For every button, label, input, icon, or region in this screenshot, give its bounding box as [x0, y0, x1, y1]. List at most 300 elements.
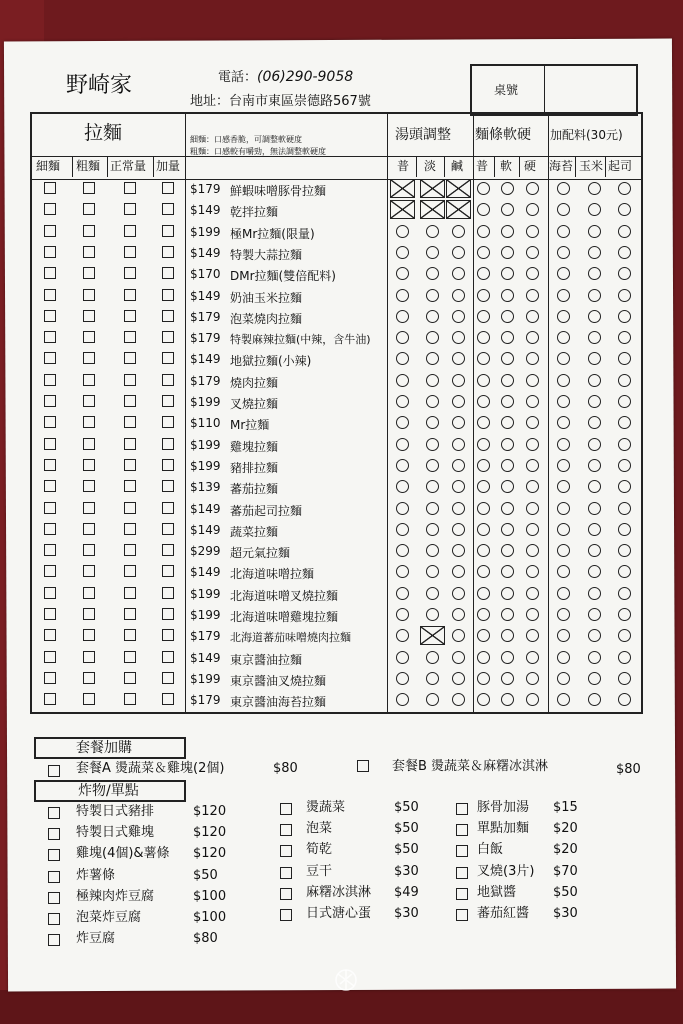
ramen-option-checkbox[interactable] — [44, 374, 56, 386]
option-circle[interactable] — [557, 331, 570, 344]
option-circle[interactable] — [526, 587, 539, 600]
side-item-checkbox[interactable] — [280, 888, 292, 900]
soup-option-circle[interactable] — [426, 416, 439, 429]
soup-option-circle[interactable] — [452, 374, 465, 387]
option-circle[interactable] — [526, 480, 539, 493]
ramen-option-checkbox[interactable] — [124, 182, 136, 194]
soup-option-circle[interactable] — [396, 289, 409, 302]
soup-option-circle[interactable] — [396, 523, 409, 536]
soup-option-circle[interactable] — [396, 502, 409, 515]
option-circle[interactable] — [588, 416, 601, 429]
ramen-option-checkbox[interactable] — [83, 651, 95, 663]
ramen-option-checkbox[interactable] — [162, 438, 174, 450]
ramen-option-checkbox[interactable] — [124, 459, 136, 471]
option-circle[interactable] — [618, 480, 631, 493]
soup-option-circle[interactable] — [426, 672, 439, 685]
option-circle[interactable] — [557, 267, 570, 280]
ramen-option-checkbox[interactable] — [44, 565, 56, 577]
ramen-option-checkbox[interactable] — [83, 352, 95, 364]
ramen-option-checkbox[interactable] — [124, 203, 136, 215]
option-circle[interactable] — [588, 310, 601, 323]
ramen-option-checkbox[interactable] — [44, 182, 56, 194]
soup-option-circle[interactable] — [452, 395, 465, 408]
ramen-option-checkbox[interactable] — [124, 608, 136, 620]
option-circle[interactable] — [588, 608, 601, 621]
soup-option-circle[interactable] — [426, 587, 439, 600]
option-circle[interactable] — [588, 331, 601, 344]
option-circle[interactable] — [501, 395, 514, 408]
ramen-option-checkbox[interactable] — [162, 651, 174, 663]
option-circle[interactable] — [501, 246, 514, 259]
soup-option-circle[interactable] — [426, 544, 439, 557]
ramen-option-checkbox[interactable] — [83, 416, 95, 428]
option-circle[interactable] — [588, 651, 601, 664]
ramen-option-checkbox[interactable] — [124, 246, 136, 258]
option-circle[interactable] — [477, 565, 490, 578]
option-circle[interactable] — [618, 289, 631, 302]
ramen-option-checkbox[interactable] — [44, 480, 56, 492]
ramen-option-checkbox[interactable] — [162, 565, 174, 577]
ramen-option-checkbox[interactable] — [124, 310, 136, 322]
option-circle[interactable] — [526, 608, 539, 621]
soup-option-circle[interactable] — [396, 651, 409, 664]
option-circle[interactable] — [477, 502, 490, 515]
option-circle[interactable] — [557, 672, 570, 685]
option-circle[interactable] — [618, 438, 631, 451]
option-circle[interactable] — [526, 374, 539, 387]
soup-option-circle[interactable] — [426, 374, 439, 387]
soup-option-circle[interactable] — [396, 225, 409, 238]
ramen-option-checkbox[interactable] — [162, 629, 174, 641]
soup-option-circle[interactable] — [452, 331, 465, 344]
soup-option-circle[interactable] — [452, 310, 465, 323]
option-circle[interactable] — [557, 629, 570, 642]
soup-option-circle[interactable] — [452, 587, 465, 600]
soup-option-circle[interactable] — [426, 352, 439, 365]
option-circle[interactable] — [557, 502, 570, 515]
ramen-option-checkbox[interactable] — [162, 544, 174, 556]
ramen-option-checkbox[interactable] — [44, 651, 56, 663]
option-circle[interactable] — [477, 438, 490, 451]
ramen-option-checkbox[interactable] — [162, 267, 174, 279]
ramen-option-checkbox[interactable] — [83, 331, 95, 343]
option-circle[interactable] — [618, 395, 631, 408]
ramen-option-checkbox[interactable] — [162, 693, 174, 705]
option-circle[interactable] — [526, 203, 539, 216]
ramen-option-checkbox[interactable] — [124, 225, 136, 237]
ramen-option-checkbox[interactable] — [83, 502, 95, 514]
option-circle[interactable] — [588, 395, 601, 408]
option-circle[interactable] — [588, 182, 601, 195]
ramen-option-checkbox[interactable] — [83, 544, 95, 556]
ramen-option-checkbox[interactable] — [124, 331, 136, 343]
ramen-option-checkbox[interactable] — [124, 267, 136, 279]
ramen-option-checkbox[interactable] — [44, 629, 56, 641]
ramen-option-checkbox[interactable] — [44, 310, 56, 322]
option-circle[interactable] — [526, 352, 539, 365]
option-circle[interactable] — [618, 502, 631, 515]
soup-option-circle[interactable] — [452, 608, 465, 621]
soup-option-circle[interactable] — [396, 310, 409, 323]
ramen-option-checkbox[interactable] — [44, 587, 56, 599]
option-circle[interactable] — [526, 651, 539, 664]
option-circle[interactable] — [588, 267, 601, 280]
option-circle[interactable] — [526, 182, 539, 195]
option-circle[interactable] — [557, 395, 570, 408]
side-item-checkbox[interactable] — [48, 871, 60, 883]
soup-option-circle[interactable] — [426, 310, 439, 323]
option-circle[interactable] — [501, 225, 514, 238]
ramen-option-checkbox[interactable] — [83, 587, 95, 599]
ramen-option-checkbox[interactable] — [83, 523, 95, 535]
soup-option-circle[interactable] — [426, 395, 439, 408]
side-item-checkbox[interactable] — [456, 845, 468, 857]
option-circle[interactable] — [501, 523, 514, 536]
option-circle[interactable] — [557, 651, 570, 664]
option-circle[interactable] — [557, 565, 570, 578]
option-circle[interactable] — [557, 225, 570, 238]
option-circle[interactable] — [588, 459, 601, 472]
ramen-option-checkbox[interactable] — [124, 502, 136, 514]
option-circle[interactable] — [588, 544, 601, 557]
option-circle[interactable] — [588, 587, 601, 600]
ramen-option-checkbox[interactable] — [162, 459, 174, 471]
option-circle[interactable] — [477, 416, 490, 429]
soup-option-circle[interactable] — [452, 480, 465, 493]
ramen-option-checkbox[interactable] — [83, 225, 95, 237]
option-circle[interactable] — [526, 629, 539, 642]
option-circle[interactable] — [477, 395, 490, 408]
option-circle[interactable] — [618, 331, 631, 344]
ramen-option-checkbox[interactable] — [83, 267, 95, 279]
option-circle[interactable] — [618, 565, 631, 578]
soup-option-circle[interactable] — [452, 672, 465, 685]
option-circle[interactable] — [477, 352, 490, 365]
ramen-option-checkbox[interactable] — [83, 608, 95, 620]
option-circle[interactable] — [588, 438, 601, 451]
ramen-option-checkbox[interactable] — [162, 416, 174, 428]
soup-option-circle[interactable] — [452, 246, 465, 259]
ramen-option-checkbox[interactable] — [124, 416, 136, 428]
ramen-option-checkbox[interactable] — [162, 672, 174, 684]
option-circle[interactable] — [557, 523, 570, 536]
ramen-option-checkbox[interactable] — [162, 289, 174, 301]
side-item-checkbox[interactable] — [280, 867, 292, 879]
option-circle[interactable] — [477, 225, 490, 238]
option-circle[interactable] — [501, 267, 514, 280]
ramen-option-checkbox[interactable] — [44, 246, 56, 258]
ramen-option-checkbox[interactable] — [124, 289, 136, 301]
ramen-option-checkbox[interactable] — [44, 438, 56, 450]
soup-option-circle[interactable] — [396, 416, 409, 429]
option-circle[interactable] — [588, 203, 601, 216]
soup-option-circle[interactable] — [396, 246, 409, 259]
soup-option-circle[interactable] — [452, 438, 465, 451]
side-item-checkbox[interactable] — [280, 803, 292, 815]
option-circle[interactable] — [557, 374, 570, 387]
option-circle[interactable] — [501, 459, 514, 472]
soup-option-circle[interactable] — [396, 608, 409, 621]
soup-option-circle[interactable] — [452, 544, 465, 557]
option-circle[interactable] — [526, 672, 539, 685]
ramen-option-checkbox[interactable] — [83, 395, 95, 407]
ramen-option-checkbox[interactable] — [44, 352, 56, 364]
soup-option-circle[interactable] — [396, 565, 409, 578]
option-circle[interactable] — [526, 331, 539, 344]
ramen-option-checkbox[interactable] — [44, 395, 56, 407]
soup-option-circle[interactable] — [426, 480, 439, 493]
option-circle[interactable] — [588, 289, 601, 302]
option-circle[interactable] — [557, 459, 570, 472]
ramen-option-checkbox[interactable] — [83, 310, 95, 322]
side-item-checkbox[interactable] — [48, 913, 60, 925]
ramen-option-checkbox[interactable] — [124, 523, 136, 535]
side-item-checkbox[interactable] — [456, 867, 468, 879]
soup-option-circle[interactable] — [396, 331, 409, 344]
option-circle[interactable] — [557, 693, 570, 706]
option-circle[interactable] — [588, 352, 601, 365]
option-circle[interactable] — [588, 672, 601, 685]
soup-option-circle[interactable] — [426, 565, 439, 578]
ramen-option-checkbox[interactable] — [162, 523, 174, 535]
ramen-option-checkbox[interactable] — [124, 587, 136, 599]
ramen-option-checkbox[interactable] — [44, 544, 56, 556]
option-circle[interactable] — [618, 693, 631, 706]
option-circle[interactable] — [526, 246, 539, 259]
option-circle[interactable] — [618, 651, 631, 664]
side-item-checkbox[interactable] — [456, 888, 468, 900]
option-circle[interactable] — [501, 565, 514, 578]
option-circle[interactable] — [477, 459, 490, 472]
ramen-option-checkbox[interactable] — [44, 693, 56, 705]
side-item-checkbox[interactable] — [48, 892, 60, 904]
option-circle[interactable] — [501, 587, 514, 600]
option-circle[interactable] — [501, 289, 514, 302]
soup-option-circle[interactable] — [426, 523, 439, 536]
ramen-option-checkbox[interactable] — [124, 651, 136, 663]
ramen-option-checkbox[interactable] — [83, 203, 95, 215]
soup-option-circle[interactable] — [452, 459, 465, 472]
soup-option-circle[interactable] — [452, 565, 465, 578]
option-circle[interactable] — [477, 246, 490, 259]
ramen-option-checkbox[interactable] — [162, 374, 174, 386]
option-circle[interactable] — [557, 438, 570, 451]
ramen-option-checkbox[interactable] — [83, 246, 95, 258]
soup-option-circle[interactable] — [452, 416, 465, 429]
option-circle[interactable] — [618, 629, 631, 642]
ramen-option-checkbox[interactable] — [162, 608, 174, 620]
option-circle[interactable] — [477, 182, 490, 195]
option-circle[interactable] — [588, 246, 601, 259]
side-item-checkbox[interactable] — [48, 807, 60, 819]
option-circle[interactable] — [477, 289, 490, 302]
ramen-option-checkbox[interactable] — [162, 203, 174, 215]
option-circle[interactable] — [618, 459, 631, 472]
option-circle[interactable] — [477, 544, 490, 557]
option-circle[interactable] — [526, 289, 539, 302]
option-circle[interactable] — [526, 693, 539, 706]
option-circle[interactable] — [477, 480, 490, 493]
option-circle[interactable] — [618, 587, 631, 600]
option-circle[interactable] — [501, 182, 514, 195]
soup-option-circle[interactable] — [452, 502, 465, 515]
option-circle[interactable] — [588, 693, 601, 706]
ramen-option-checkbox[interactable] — [83, 289, 95, 301]
option-circle[interactable] — [501, 310, 514, 323]
soup-option-circle[interactable] — [396, 480, 409, 493]
option-circle[interactable] — [588, 565, 601, 578]
option-circle[interactable] — [618, 267, 631, 280]
option-circle[interactable] — [477, 651, 490, 664]
option-circle[interactable] — [618, 246, 631, 259]
soup-option-circle[interactable] — [452, 289, 465, 302]
ramen-option-checkbox[interactable] — [44, 225, 56, 237]
soup-option-circle[interactable] — [452, 629, 465, 642]
soup-option-circle[interactable] — [452, 693, 465, 706]
option-circle[interactable] — [501, 438, 514, 451]
soup-option-circle[interactable] — [452, 225, 465, 238]
option-circle[interactable] — [501, 480, 514, 493]
ramen-option-checkbox[interactable] — [124, 672, 136, 684]
soup-option-circle[interactable] — [396, 374, 409, 387]
option-circle[interactable] — [477, 693, 490, 706]
option-circle[interactable] — [526, 459, 539, 472]
option-circle[interactable] — [557, 544, 570, 557]
side-item-checkbox[interactable] — [48, 934, 60, 946]
ramen-option-checkbox[interactable] — [44, 331, 56, 343]
option-circle[interactable] — [501, 374, 514, 387]
option-circle[interactable] — [618, 225, 631, 238]
soup-option-circle[interactable] — [426, 651, 439, 664]
option-circle[interactable] — [501, 651, 514, 664]
side-item-checkbox[interactable] — [456, 803, 468, 815]
option-circle[interactable] — [501, 203, 514, 216]
soup-option-circle[interactable] — [452, 651, 465, 664]
set-b-checkbox[interactable] — [357, 760, 369, 772]
option-circle[interactable] — [477, 629, 490, 642]
option-circle[interactable] — [526, 523, 539, 536]
soup-option-circle[interactable] — [426, 438, 439, 451]
ramen-option-checkbox[interactable] — [44, 289, 56, 301]
option-circle[interactable] — [618, 203, 631, 216]
option-circle[interactable] — [526, 438, 539, 451]
option-circle[interactable] — [557, 352, 570, 365]
ramen-option-checkbox[interactable] — [83, 672, 95, 684]
soup-option-circle[interactable] — [396, 672, 409, 685]
side-item-checkbox[interactable] — [280, 909, 292, 921]
option-circle[interactable] — [618, 310, 631, 323]
soup-option-circle[interactable] — [396, 438, 409, 451]
ramen-option-checkbox[interactable] — [83, 565, 95, 577]
option-circle[interactable] — [588, 374, 601, 387]
option-circle[interactable] — [477, 331, 490, 344]
option-circle[interactable] — [557, 416, 570, 429]
option-circle[interactable] — [477, 523, 490, 536]
ramen-option-checkbox[interactable] — [162, 587, 174, 599]
option-circle[interactable] — [618, 608, 631, 621]
option-circle[interactable] — [526, 544, 539, 557]
option-circle[interactable] — [618, 374, 631, 387]
option-circle[interactable] — [526, 565, 539, 578]
ramen-option-checkbox[interactable] — [124, 395, 136, 407]
option-circle[interactable] — [526, 502, 539, 515]
soup-option-circle[interactable] — [452, 523, 465, 536]
soup-option-circle[interactable] — [426, 246, 439, 259]
soup-option-circle[interactable] — [396, 587, 409, 600]
ramen-option-checkbox[interactable] — [162, 502, 174, 514]
ramen-option-checkbox[interactable] — [44, 608, 56, 620]
soup-option-circle[interactable] — [396, 629, 409, 642]
side-item-checkbox[interactable] — [280, 845, 292, 857]
option-circle[interactable] — [526, 267, 539, 280]
ramen-option-checkbox[interactable] — [162, 182, 174, 194]
option-circle[interactable] — [557, 246, 570, 259]
option-circle[interactable] — [557, 587, 570, 600]
option-circle[interactable] — [477, 267, 490, 280]
ramen-option-checkbox[interactable] — [124, 438, 136, 450]
soup-option-circle[interactable] — [426, 693, 439, 706]
ramen-option-checkbox[interactable] — [44, 459, 56, 471]
option-circle[interactable] — [588, 502, 601, 515]
option-circle[interactable] — [477, 203, 490, 216]
option-circle[interactable] — [477, 310, 490, 323]
option-circle[interactable] — [501, 608, 514, 621]
side-item-checkbox[interactable] — [48, 849, 60, 861]
option-circle[interactable] — [618, 672, 631, 685]
ramen-option-checkbox[interactable] — [83, 459, 95, 471]
ramen-option-checkbox[interactable] — [44, 672, 56, 684]
soup-option-circle[interactable] — [426, 608, 439, 621]
ramen-option-checkbox[interactable] — [162, 246, 174, 258]
ramen-option-checkbox[interactable] — [124, 544, 136, 556]
soup-option-circle[interactable] — [396, 459, 409, 472]
ramen-option-checkbox[interactable] — [124, 693, 136, 705]
ramen-option-checkbox[interactable] — [124, 374, 136, 386]
soup-option-circle[interactable] — [396, 267, 409, 280]
soup-option-circle[interactable] — [396, 352, 409, 365]
ramen-option-checkbox[interactable] — [162, 225, 174, 237]
option-circle[interactable] — [501, 693, 514, 706]
ramen-option-checkbox[interactable] — [44, 523, 56, 535]
option-circle[interactable] — [501, 331, 514, 344]
option-circle[interactable] — [588, 523, 601, 536]
soup-option-circle[interactable] — [426, 459, 439, 472]
ramen-option-checkbox[interactable] — [44, 267, 56, 279]
option-circle[interactable] — [557, 608, 570, 621]
ramen-option-checkbox[interactable] — [124, 352, 136, 364]
option-circle[interactable] — [477, 672, 490, 685]
soup-option-circle[interactable] — [396, 544, 409, 557]
soup-option-circle[interactable] — [426, 267, 439, 280]
ramen-option-checkbox[interactable] — [83, 438, 95, 450]
option-circle[interactable] — [501, 352, 514, 365]
soup-option-circle[interactable] — [396, 395, 409, 408]
ramen-option-checkbox[interactable] — [83, 480, 95, 492]
option-circle[interactable] — [526, 416, 539, 429]
option-circle[interactable] — [557, 289, 570, 302]
soup-option-circle[interactable] — [396, 693, 409, 706]
side-item-checkbox[interactable] — [456, 824, 468, 836]
soup-option-circle[interactable] — [426, 331, 439, 344]
option-circle[interactable] — [501, 544, 514, 557]
option-circle[interactable] — [526, 310, 539, 323]
option-circle[interactable] — [526, 225, 539, 238]
option-circle[interactable] — [501, 672, 514, 685]
ramen-option-checkbox[interactable] — [83, 693, 95, 705]
ramen-option-checkbox[interactable] — [83, 629, 95, 641]
soup-option-circle[interactable] — [452, 267, 465, 280]
side-item-checkbox[interactable] — [280, 824, 292, 836]
